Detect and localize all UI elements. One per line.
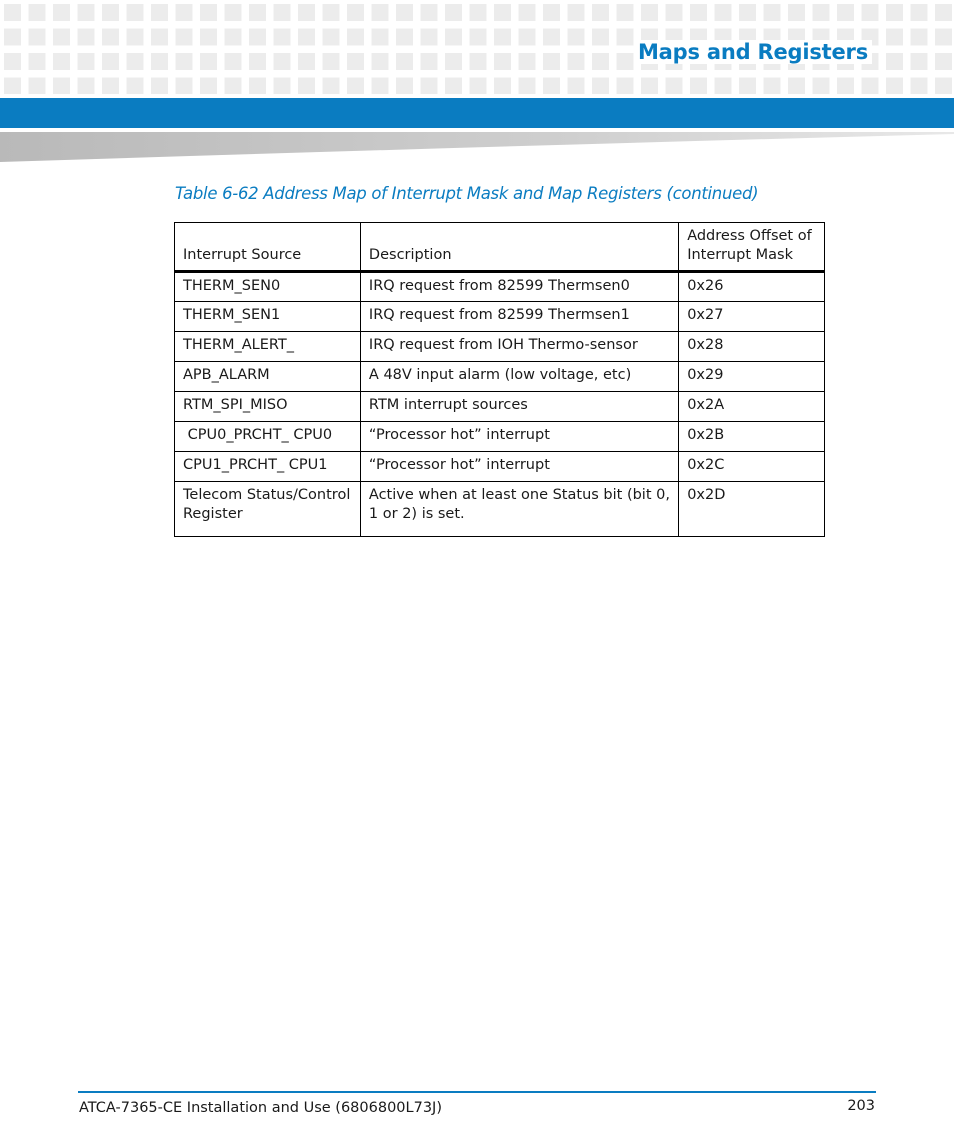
- cell-address-offset: 0x29: [679, 362, 825, 392]
- cell-address-offset: 0x27: [679, 302, 825, 332]
- cell-description: “Processor hot” interrupt: [360, 422, 678, 452]
- table-caption: Table 6-62 Address Map of Interrupt Mask and Map Registers (continued): [175, 184, 759, 203]
- cell-address-offset: 0x28: [679, 332, 825, 362]
- table-header-row: [175, 223, 825, 272]
- cell-address-offset: 0x2B: [679, 422, 825, 452]
- cell-interrupt-source: THERM_ALERT_: [175, 332, 361, 362]
- cell-interrupt-source: THERM_SEN0: [175, 272, 361, 302]
- cell-description: RTM interrupt sources: [360, 392, 678, 422]
- table-row: [175, 422, 825, 452]
- cell-address-offset: 0x26: [679, 272, 825, 302]
- table-row: [175, 392, 825, 422]
- cell-interrupt-source: CPU0_PRCHT_ CPU0: [175, 422, 361, 452]
- table-row: [175, 482, 825, 537]
- table-row: [175, 362, 825, 392]
- interrupt-map-table: [174, 222, 825, 537]
- cell-interrupt-source: APB_ALARM: [175, 362, 361, 392]
- cell-interrupt-source: THERM_SEN1: [175, 302, 361, 332]
- cell-description: IRQ request from 82599 Thermsen1: [360, 302, 678, 332]
- column-header-address-offset: Address Offset of Interrupt Mask: [679, 223, 825, 272]
- column-header-description: Description: [360, 223, 678, 272]
- cell-address-offset: 0x2C: [679, 452, 825, 482]
- table-row: [175, 272, 825, 302]
- cell-description: “Processor hot” interrupt: [360, 452, 678, 482]
- cell-description: A 48V input alarm (low voltage, etc): [360, 362, 678, 392]
- footer-document-title: ATCA-7365-CE Installation and Use (6806800L73J): [79, 1100, 442, 1116]
- header-blue-band: [0, 98, 954, 128]
- header-gray-swoosh: [0, 128, 954, 164]
- cell-description: Active when at least one Status bit (bit 0, 1 or 2) is set.: [360, 482, 678, 537]
- cell-description: IRQ request from IOH Thermo-sensor: [360, 332, 678, 362]
- cell-address-offset: 0x2A: [679, 392, 825, 422]
- column-header-interrupt-source: Interrupt Source: [175, 223, 361, 272]
- cell-interrupt-source: RTM_SPI_MISO: [175, 392, 361, 422]
- cell-description: IRQ request from 82599 Thermsen0: [360, 272, 678, 302]
- cell-interrupt-source: Telecom Status/Control Register: [175, 482, 361, 537]
- cell-address-offset: 0x2D: [679, 482, 825, 537]
- table-row: [175, 332, 825, 362]
- cell-interrupt-source: CPU1_PRCHT_ CPU1: [175, 452, 361, 482]
- table-row: [175, 452, 825, 482]
- page-title: Maps and Registers: [634, 40, 872, 64]
- table-row: [175, 302, 825, 332]
- footer-rule: [78, 1091, 876, 1093]
- footer-page-number: 203: [847, 1098, 875, 1114]
